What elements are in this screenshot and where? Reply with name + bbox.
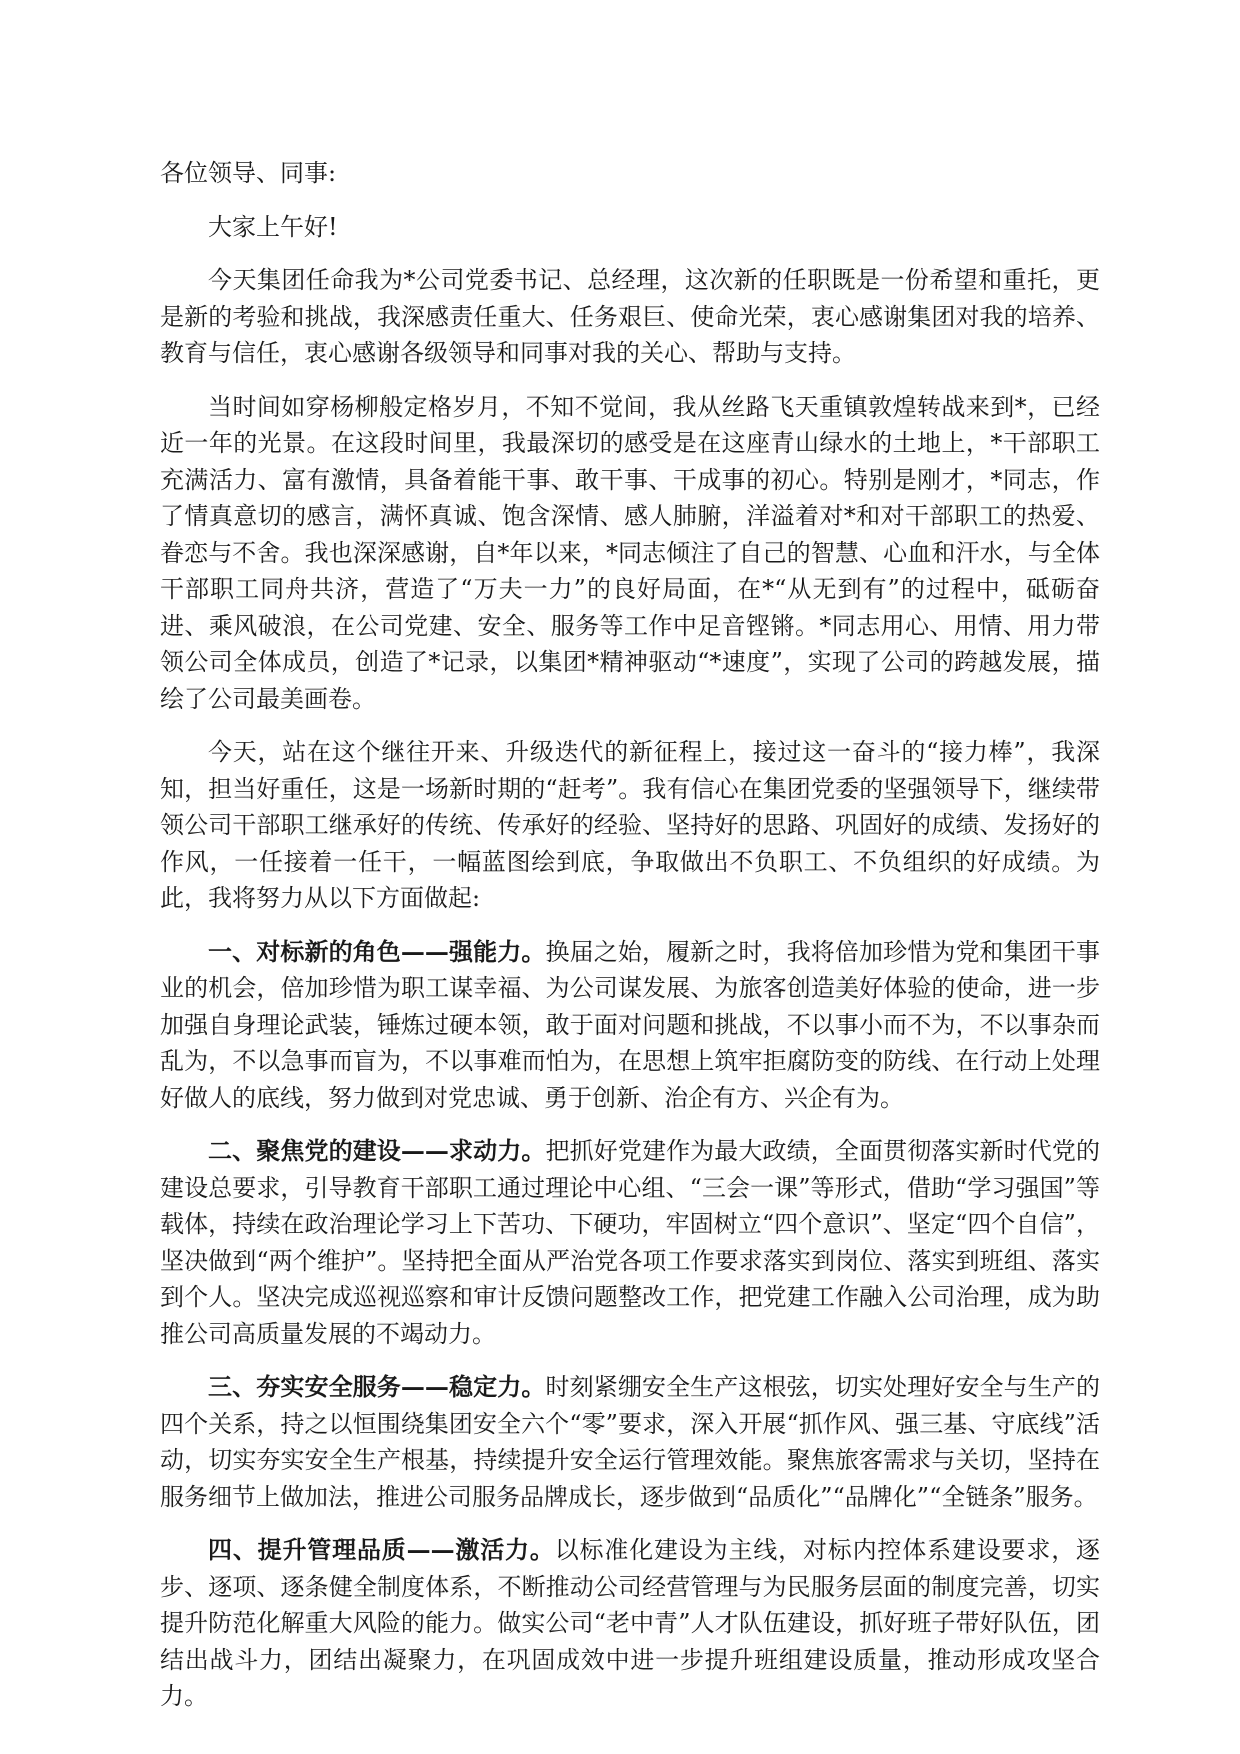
salutation: 各位领导、同事: <box>160 159 337 187</box>
paragraph-commitment: 今天，站在这个继往开来、升级迭代的新征程上，接过这一奋斗的“接力棒”，我深知，担当好重任，这是一场新时期的“赶考”。我有信心在集团党委的坚强领导下，继续带领公司干部职工继承好的传统、传承好的经验、坚持好的思路、巩固好的成绩、发扬好的作风，一任接着一任干，一幅蓝图绘到底，争取做出不负职工、不负组织的好成绩。为此，我将努力从以下方面做起: <box>160 738 1100 912</box>
section-party-building <box>160 1133 1100 1352</box>
section-body: 把抓好党建作为最大政绩，全面贯彻落实新时代党的建设总要求，引导教育干部职工通过理论中心组、“三会一课”等形式，借助“学习强国”等载体，持续在政治理论学习上下苦功、下硬功，牢固树立“四个意识”、坚定“四个自信”，坚决做到“两个维护”。坚持把全面从严治党各项工作要求落实到岗位、落实到班组、落实到个人。坚决完成巡视巡察和审计反馈问题整改工作，把党建工作融入公司治理，成为助推公司高质量发展的不竭动力。 <box>160 1137 1101 1348</box>
section-body: 时刻紧绷安全生产这根弦，切实处理好安全与生产的四个关系，持之以恒围绕集团安全六个“零”要求，深入开展“抓作风、强三基、守底线”活动，切实夯实安全生产根基，持续提升安全运行管理效能。聚焦旅客需求与关切，坚持在服务细节上做加法，推进公司服务品牌成长，逐步做到“品质化”“品牌化”“全链条”服务。 <box>160 1373 1101 1511</box>
section-safety-service <box>160 1369 1100 1515</box>
section-body: 以标准化建设为主线，对标内控体系建设要求，逐步、逐项、逐条健全制度体系，不断推动公司经营管理与为民服务层面的制度完善，切实提升防范化解重大风险的能力。做实公司“老中青”人才队伍建设，抓好班子带好队伍，团结出战斗力，团结出凝聚力，在巩固成效中进一步提升班组建设质量，推动形成攻坚合力。 <box>160 1536 1101 1710</box>
section-heading: 三、夯实安全服务——稳定力。 <box>208 1372 546 1401</box>
section-body: 换届之始，履新之时，我将倍加珍惜为党和集团干事业的机会，倍加珍惜为职工谋幸福、为公司谋发展、为旅客创造美好体验的使命，进一步加强自身理论武装，锤炼过硬本领，敢于面对问题和挑战，不以事小而不为，不以事杂而乱为，不以急事而盲为，不以事难而怕为，在思想上筑牢拒腐防变的防线、在行动上处理好做人的底线，努力做到对党忠诚、勇于创新、治企有方、兴企有为。 <box>160 937 1101 1112</box>
section-management <box>160 1532 1100 1715</box>
section-heading: 四、提升管理品质——激活力。 <box>208 1535 555 1564</box>
greeting: 大家上午好! <box>208 212 338 241</box>
paragraph-reflection: 当时间如穿杨柳般定格岁月，不知不觉间，我从丝路飞天重镇敦煌转战来到*，已经近一年的光景。在这段时间里，我最深切的感受是在这座青山绿水的土地上，*干部职工充满活力、富有激情，具备着能干事、敢干事、干成事的初心。特别是刚才，*同志，作了情真意切的感言，满怀真诚、饱含深情、感人肺腑，洋溢着对*和对干部职工的热爱、眷恋与不舍。我也深深感谢，自*年以来，*同志倾注了自己的智慧、心血和汗水，与全体干部职工同舟共济，营造了“万夫一力”的良好局面，在*“从无到有”的过程中，砥砺奋进、乘风破浪，在公司党建、安全、服务等工作中足音铿锵。*同志用心、用情、用力带领公司全体成员，创造了*记录，以集团*精神驱动“*速度”，实现了公司的跨越发展，描绘了公司最美画卷。 <box>160 392 1100 713</box>
section-capability <box>160 934 1100 1117</box>
paragraph-appointment: 今天集团任命我为*公司党委书记、总经理，这次新的任职既是一份希望和重托，更是新的考验和挑战，我深感责任重大、任务艰巨、使命光荣，衷心感谢集团对我的培养、教育与信任，衷心感谢各级领导和同事对我的关心、帮助与支持。 <box>160 266 1100 367</box>
document-page <box>160 155 1100 1732</box>
section-heading: 一、对标新的角色——强能力。 <box>208 936 546 966</box>
section-heading: 二、聚焦党的建设——求动力。 <box>208 1136 546 1165</box>
